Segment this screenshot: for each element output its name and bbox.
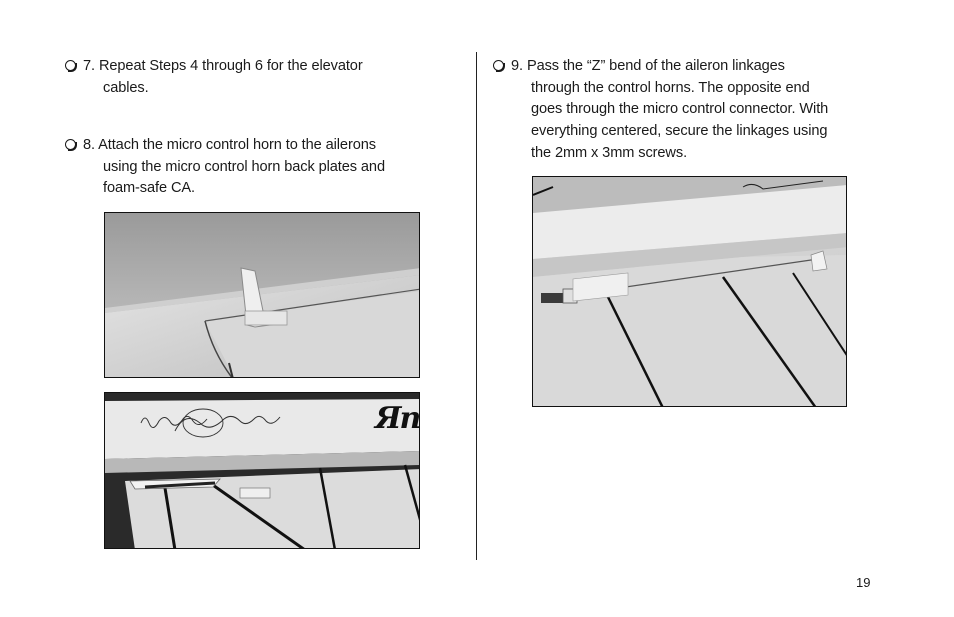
step-7-number: 7. [83, 58, 95, 74]
step-8 [65, 135, 473, 200]
step-9-line-4: everything centered, secure the linkages using [531, 123, 828, 140]
checkbox-circle-icon[interactable] [65, 139, 76, 150]
step-9-line-3: goes through the micro control connector. With [531, 101, 829, 118]
step-9-line-1: Pass the “Z” bend of the aileron linkages [526, 58, 785, 74]
page-number: 19 [856, 575, 871, 590]
photo-control-horn [104, 212, 420, 378]
column-divider [476, 52, 477, 560]
photo-logo-text: Яn [375, 401, 420, 436]
step-8-line-2: using the micro control horn back plates and [103, 158, 385, 175]
step-9-line-2: through the control horns. The opposite end [531, 79, 810, 96]
checkbox-circle-icon[interactable] [65, 60, 76, 71]
step-8-number: 8. [83, 137, 95, 153]
photo-aileron-linkage [532, 176, 847, 407]
step-8-line-1: Attach the micro control horn to the ailerons [98, 137, 376, 153]
checkbox-circle-icon[interactable] [493, 60, 504, 71]
step-7 [65, 56, 463, 99]
step-8-line-3: foam-safe CA. [103, 180, 195, 197]
photo-wing-logo [104, 392, 420, 549]
step-9-number: 9. [511, 58, 523, 74]
step-7-line-1: Repeat Steps 4 through 6 for the elevator [98, 58, 363, 74]
step-9-line-5: the 2mm x 3mm screws. [531, 144, 688, 161]
step-9 [493, 56, 911, 165]
step-7-line-2: cables. [103, 79, 149, 96]
